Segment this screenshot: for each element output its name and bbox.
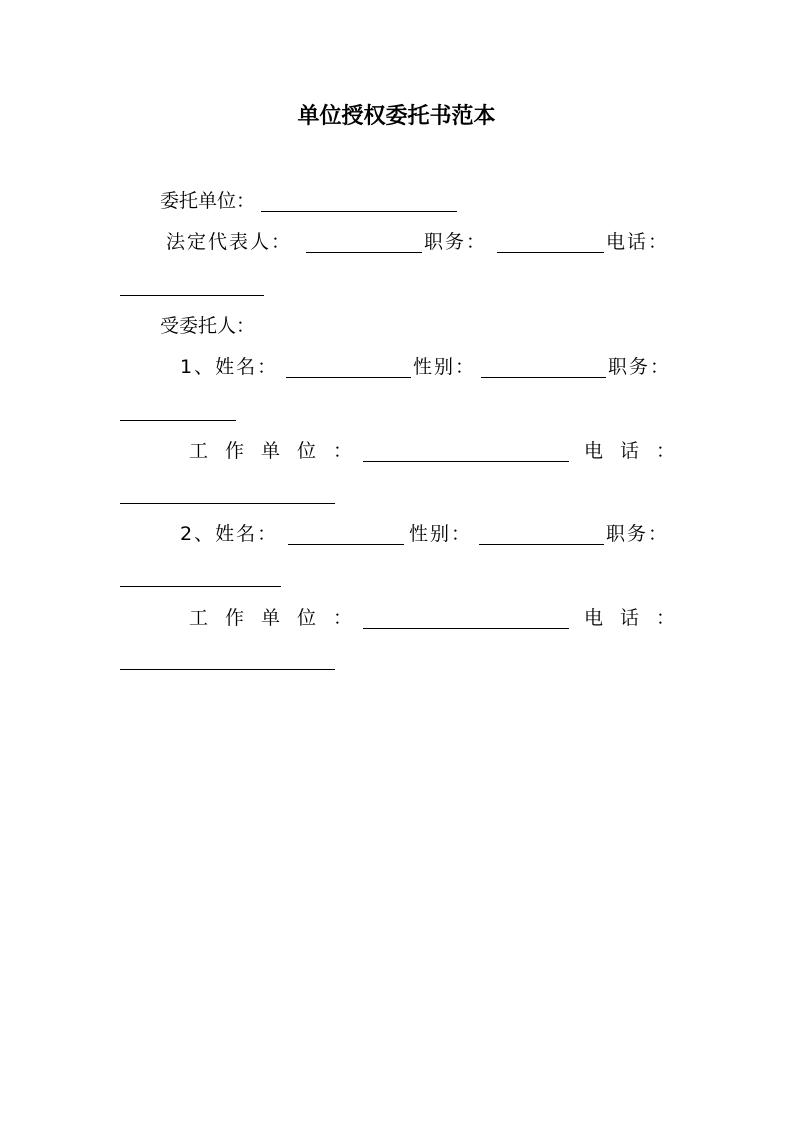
- legal-rep-blank[interactable]: [306, 252, 422, 253]
- principal-unit-label: 委托单位：: [160, 190, 256, 212]
- agent-2-phone-label: 电话：: [584, 607, 693, 629]
- legal-rep-position-label: 职务：: [424, 231, 488, 253]
- agent-1-name-label: 1、姓名：: [180, 356, 279, 378]
- agent-1-gender-blank[interactable]: [481, 377, 606, 378]
- legal-rep-label: 法定代表人：: [166, 231, 293, 253]
- legal-rep-phone-label: 电话：: [606, 231, 670, 253]
- agent-2-position-blank[interactable]: [120, 586, 281, 587]
- agent-2-name-label: 2、姓名：: [180, 523, 279, 545]
- legal-rep-phone-blank[interactable]: [120, 295, 264, 296]
- agent-2-work-unit-blank[interactable]: [363, 628, 569, 629]
- agent-1-work-unit-label: 工作单位：: [189, 440, 370, 462]
- agent-2-position-label: 职务：: [606, 523, 670, 545]
- agent-2-name-blank[interactable]: [288, 544, 404, 545]
- document-title: 单位授权委托书范本: [297, 104, 496, 129]
- legal-rep-position-blank[interactable]: [497, 252, 604, 253]
- agent-1-phone-blank[interactable]: [120, 503, 335, 504]
- agent-2-work-unit-label: 工作单位：: [189, 607, 370, 629]
- agent-1-name-blank[interactable]: [286, 377, 411, 378]
- agent-1-position-label: 职务：: [608, 356, 672, 378]
- agent-1-position-blank[interactable]: [120, 420, 236, 421]
- agent-1-work-unit-blank[interactable]: [363, 461, 569, 462]
- agent-1-gender-label: 性别：: [413, 356, 477, 378]
- principal-unit-blank[interactable]: [261, 211, 457, 212]
- agent-label: 受委托人：: [160, 315, 256, 337]
- agent-2-gender-label: 性别：: [409, 523, 473, 545]
- agent-2-gender-blank[interactable]: [479, 544, 604, 545]
- agent-2-phone-blank[interactable]: [120, 669, 335, 670]
- agent-1-phone-label: 电话：: [584, 440, 693, 462]
